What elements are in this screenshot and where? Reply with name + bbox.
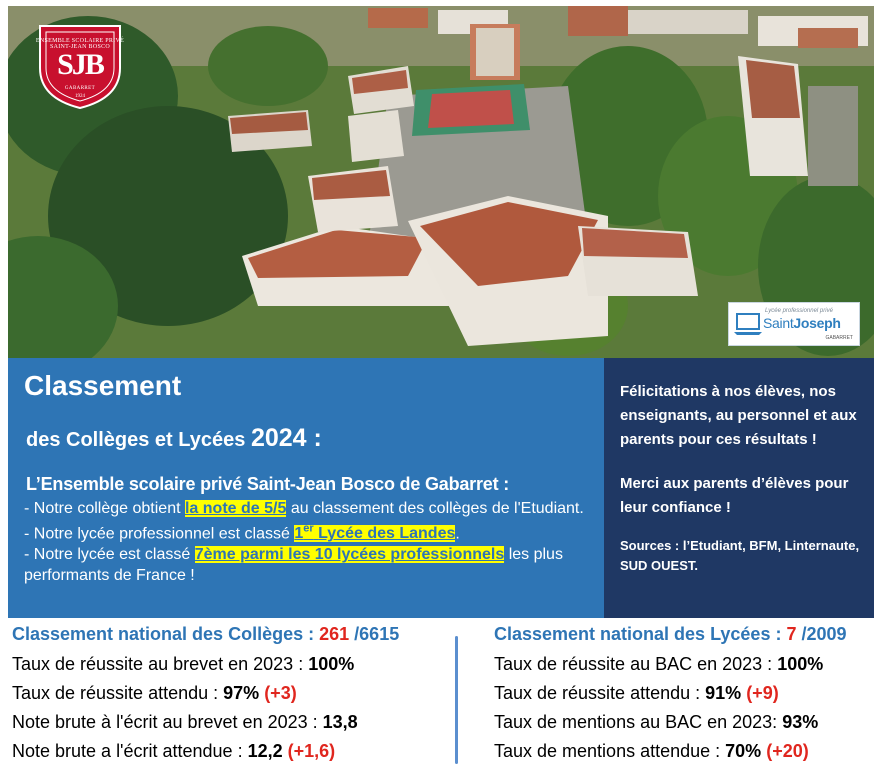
aerial-school-photo <box>8 6 874 358</box>
stat-row <box>12 683 452 712</box>
logo-monogram: SJB <box>57 48 103 81</box>
logo-city: GABARRET <box>64 86 96 91</box>
line1-after: au classement des collèges de l'Etudiant. <box>290 500 584 517</box>
stat-value: 12,2 <box>247 741 283 761</box>
stat-label: Note brute a l'écrit attendue : <box>12 741 248 761</box>
stats-divider <box>455 636 458 764</box>
logo-ring-text: ENSEMBLE SCOLAIRE PRIVÉ SAINT-JEAN BOSCO <box>35 38 125 50</box>
lycees-stats <box>494 624 878 770</box>
line3-after: les plus performants de France ! <box>24 546 563 585</box>
sources-text: Sources : l’Etudiant, BFM, Linternaute, SUD OUEST. <box>620 538 860 573</box>
badge-name-prefix: Saint <box>763 315 794 331</box>
lycee-pro-highlight <box>294 525 455 542</box>
banner-subtitle <box>26 424 322 453</box>
banner-lead: L’Ensemble scolaire privé Saint-Jean Bosco de Gabarret : <box>26 474 509 494</box>
stat-value: 100% <box>308 654 355 674</box>
banner-subtitle-text: des Collèges et Lycées <box>26 429 246 451</box>
line3-text: - Notre lycée est classé <box>24 546 191 564</box>
lycees-total: /2009 <box>801 624 847 644</box>
stat-row <box>12 741 452 770</box>
school-logo <box>34 18 126 110</box>
stat-label: Taux de mentions attendue : <box>494 741 726 761</box>
lycee-pro-line <box>24 519 594 544</box>
stat-label: Taux de réussite attendu : <box>494 683 706 703</box>
lycees-heading <box>494 624 878 654</box>
stat-label: Taux de réussite au BAC en 2023 : <box>494 654 778 674</box>
line2-after: . <box>455 525 460 543</box>
saint-joseph-badge <box>728 302 860 346</box>
lycees-heading-text: Classement national des Lycées : <box>494 624 782 644</box>
banner-highlights <box>24 498 594 586</box>
line2-num: 1 <box>294 525 304 543</box>
stat-row <box>494 741 878 770</box>
colleges-heading <box>12 624 452 654</box>
college-note-line <box>24 498 594 519</box>
laptop-icon <box>733 311 763 337</box>
banner-title: Classement <box>24 370 182 401</box>
stat-delta: (+9) <box>746 683 779 703</box>
colleges-rank: 261 <box>319 624 350 644</box>
stat-delta: (+20) <box>766 741 809 761</box>
stat-label: Taux de réussite attendu : <box>12 683 224 703</box>
stat-row <box>12 712 452 741</box>
stat-value: 91% <box>705 683 742 703</box>
colleges-heading-text: Classement national des Collèges : <box>12 624 315 644</box>
stat-delta: (+3) <box>264 683 297 703</box>
stat-row <box>494 683 878 712</box>
line2-rest: Lycée des Landes <box>318 525 456 543</box>
line2-text: - Notre lycée professionnel est classé <box>24 525 290 543</box>
colleges-total: /6615 <box>354 624 400 644</box>
line2-sup: er <box>303 523 314 535</box>
stat-row <box>494 712 878 741</box>
badge-name-suffix: Joseph <box>793 315 841 331</box>
lycee-rank-line <box>24 544 594 586</box>
stat-label: Taux de mentions au BAC en 2023: <box>494 712 783 732</box>
stat-row <box>12 654 452 683</box>
badge-tagline: Lycée professionnel privé <box>765 308 833 314</box>
banner-year: 2024 : <box>250 424 322 452</box>
colleges-stats <box>12 624 452 770</box>
congratulations-panel <box>604 358 874 618</box>
stat-label: Taux de réussite au brevet en 2023 : <box>12 654 309 674</box>
thanks-text: Merci aux parents d’élèves pour leur confiance ! <box>620 475 849 516</box>
stat-row <box>494 654 878 683</box>
lycees-rank: 7 <box>786 624 797 644</box>
lycee-rank-highlight: 7ème parmi les 10 lycées professionnels <box>194 546 505 564</box>
ranking-banner <box>8 358 604 618</box>
stat-value: 13,8 <box>322 712 358 732</box>
stat-value: 97% <box>223 683 260 703</box>
stat-value: 100% <box>777 654 824 674</box>
logo-year: 1924 <box>75 94 85 99</box>
college-note-highlight: la note de 5/5 <box>184 500 287 517</box>
line1-text: - Notre collège obtient <box>24 500 181 517</box>
stat-delta: (+1,6) <box>287 741 336 761</box>
stat-value: 93% <box>782 712 819 732</box>
badge-city: GABARRET <box>825 335 853 341</box>
badge-name <box>763 315 841 331</box>
congrats-text: Félicitations à nos élèves, nos enseignants, au personnel et aux parents pour ces résultats ! <box>620 383 857 448</box>
stat-label: Note brute à l'écrit au brevet en 2023 : <box>12 712 323 732</box>
stat-value: 70% <box>725 741 762 761</box>
